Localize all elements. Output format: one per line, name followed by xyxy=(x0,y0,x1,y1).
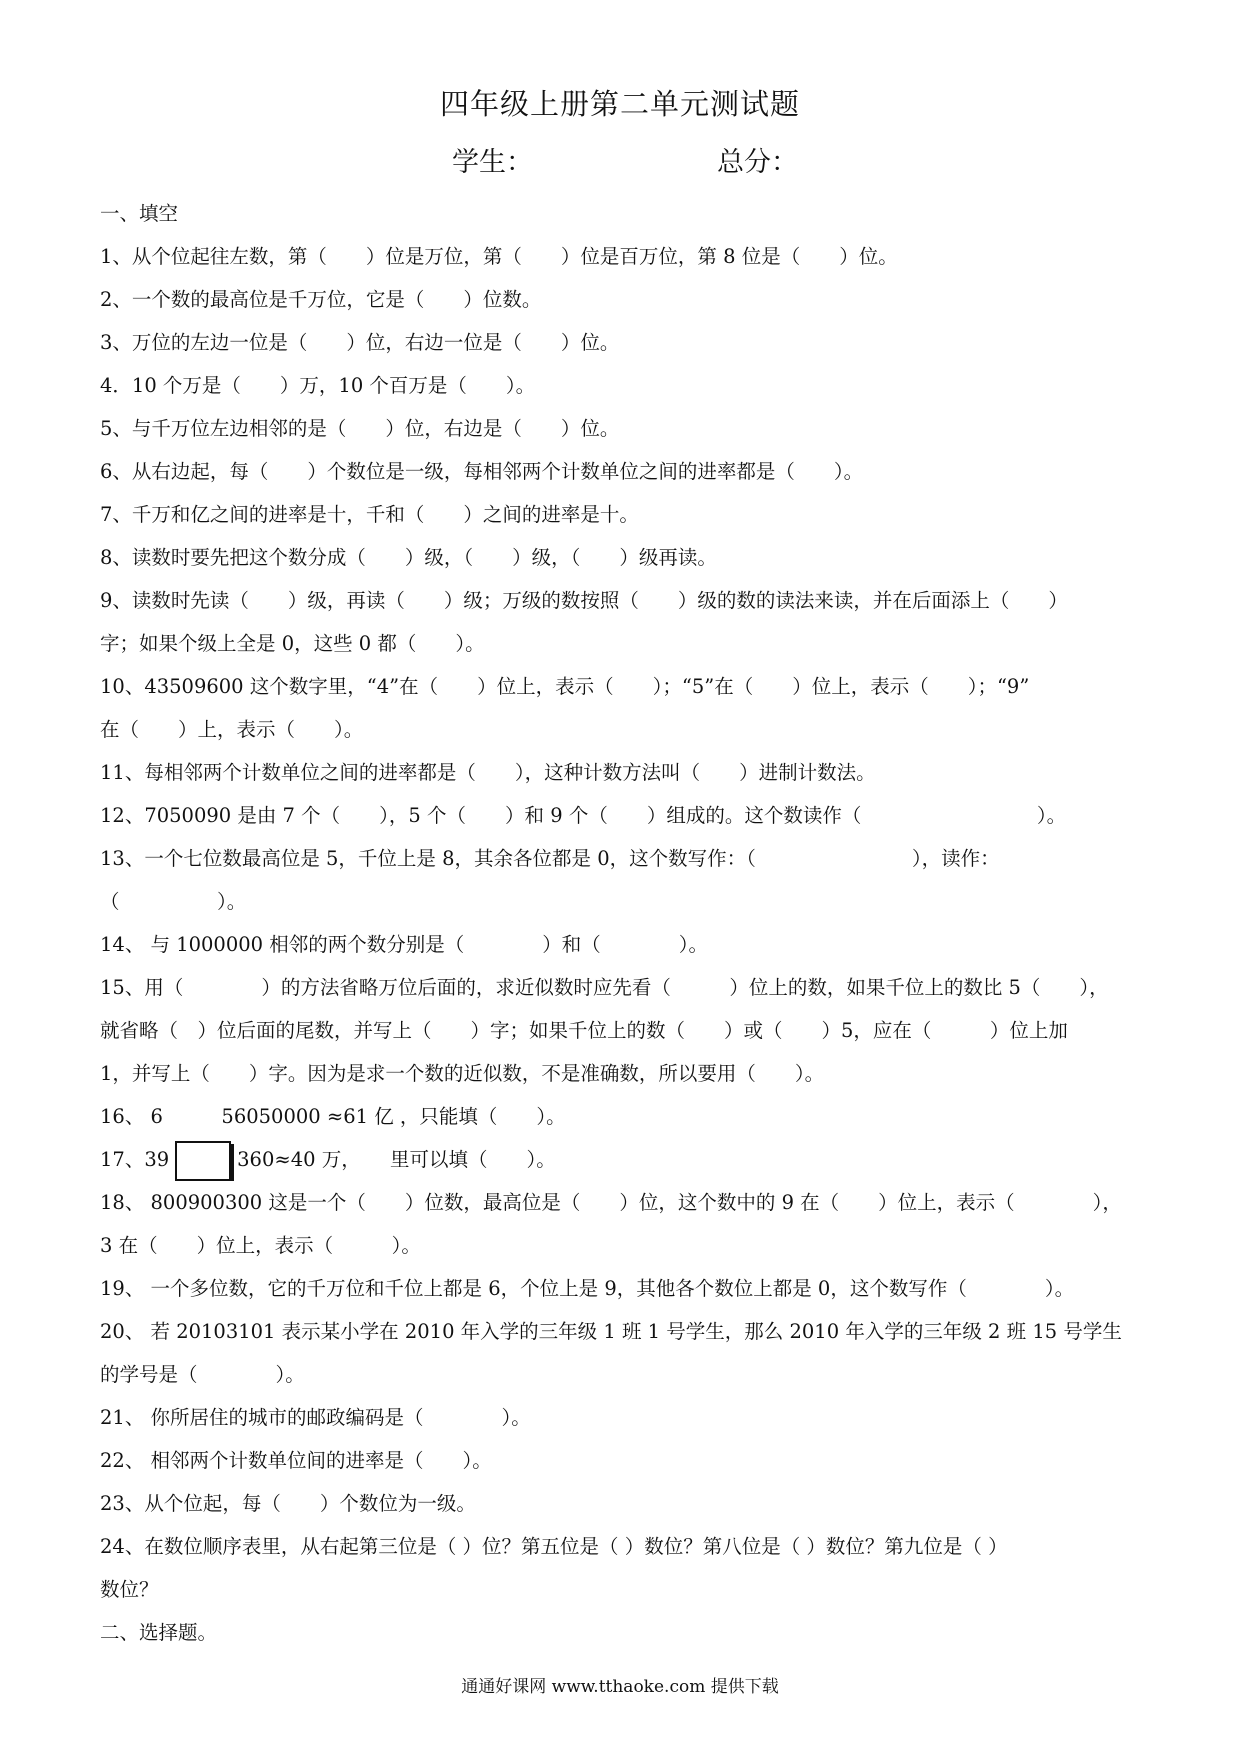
question-line: 19、 一个多位数，它的千万位和千位上都是 6，个位上是 9，其他各个数位上都是 0，这个数写作（ ）。 xyxy=(100,1277,1075,1300)
student-label: 学生： xyxy=(452,147,533,178)
question-line: 18、 800900300 这是一个（ ）位数，最高位是（ ）位，这个数中的 9 在（ ）位上，表示（ ）， xyxy=(100,1191,1122,1214)
question-line: 11、每相邻两个计数单位之间的进率都是（ ），这种计数方法叫（ ）进制计数法。 xyxy=(100,761,876,784)
question-line: 16、 6 56050000 ≈61 亿 ，只能填（ ）。 xyxy=(100,1105,566,1128)
question-line: 字；如果个级上全是 0，这些 0 都（ ）。 xyxy=(100,632,485,655)
question-line: 13、一个七位数最高位是 5，千位上是 8，其余各位都是 0，这个数写作：（ ），读作： xyxy=(100,847,1000,870)
score-label: 总分： xyxy=(717,147,798,178)
question-17-prefix: 17、39 xyxy=(100,1148,170,1171)
question-line: 15、用（ ）的方法省略万位后面的，求近似数时应先看（ ）位上的数，如果千位上的数比 5（ ）， xyxy=(100,976,1109,999)
question-line: 9、读数时先读（ ）级，再读（ ）级；万级的数按照（ ）级的数的读法来读，并在后面添上（ ） xyxy=(100,589,1068,612)
page-title: 四年级上册第二单元测试题 xyxy=(439,87,800,121)
footer-text: 通通好课网 www.tthaoke.com 提供下载 xyxy=(461,1677,779,1697)
section-heading: 一、填空 xyxy=(100,202,179,225)
question-line: 1、从个位起往左数，第（ ）位是万位，第（ ）位是百万位，第 8 位是（ ）位。 xyxy=(100,245,898,268)
question-line: 21、 你所居住的城市的邮政编码是（ ）。 xyxy=(100,1406,531,1429)
question-line: 10、43509600 这个数字里，“4”在（ ）位上，表示（ ）；“5”在（ ）位上，表示（ ）；“9” xyxy=(100,675,1030,698)
section-heading: 二、选择题。 xyxy=(100,1621,218,1644)
question-line: 3、万位的左边一位是（ ）位，右边一位是（ ）位。 xyxy=(100,331,620,354)
question-line: 14、 与 1000000 相邻的两个数分别是（ ）和（ ）。 xyxy=(100,933,709,956)
question-line: （ ）。 xyxy=(100,890,247,913)
question-line: 24、在数位顺序表里，从右起第三位是（ ）位？第五位是（ ）数位？第八位是（ ）数位？第九位是（ ） xyxy=(100,1535,1008,1558)
question-line: 3 在（ ）位上，表示（ ）。 xyxy=(100,1234,421,1257)
question-17-suffix: 360≈40 万， 里可以填（ ）。 xyxy=(237,1148,556,1171)
question-17 xyxy=(100,1138,1160,1181)
question-line: 12、7050090 是由 7 个（ ），5 个（ ）和 9 个（ ）组成的。这个数读作（ ）。 xyxy=(100,804,1067,827)
question-line: 数位？ xyxy=(100,1578,159,1601)
question-line: 5、与千万位左边相邻的是（ ）位，右边是（ ）位。 xyxy=(100,417,620,440)
question-line: 7、千万和亿之间的进率是十，千和（ ）之间的进率是十。 xyxy=(100,503,639,526)
question-line: 2、一个数的最高位是千万位，它是（ ）位数。 xyxy=(100,288,542,311)
question-line: 8、读数时要先把这个数分成（ ）级，（ ）级，（ ）级再读。 xyxy=(100,546,717,569)
question-line: 4．10 个万是（ ）万，10 个百万是（ ）。 xyxy=(100,374,536,397)
questions xyxy=(100,192,1160,1654)
student-info xyxy=(0,140,1240,176)
question-line: 20、 若 20103101 表示某小学在 2010 年入学的三年级 1 班 1 号学生，那么 2010 年入学的三年级 2 班 15 号学生 xyxy=(100,1320,1122,1343)
question-line: 的学号是（ ）。 xyxy=(100,1363,305,1386)
question-line: 6、从右边起，每（ ）个数位是一级，每相邻两个计数单位之间的进率都是（ ）。 xyxy=(100,460,864,483)
question-line: 22、 相邻两个计数单位间的进率是（ ）。 xyxy=(100,1449,492,1472)
answer-box[interactable] xyxy=(175,1141,231,1181)
question-line: 在（ ）上，表示（ ）。 xyxy=(100,718,364,741)
question-line: 23、从个位起，每（ ）个数位为一级。 xyxy=(100,1492,476,1515)
question-line: 就省略（ ）位后面的尾数，并写上（ ）字；如果千位上的数（ ）或（ ）5，应在（ ）位上加 xyxy=(100,1019,1068,1042)
question-line: 1，并写上（ ）字。因为是求一个数的近似数，不是准确数，所以要用（ ）。 xyxy=(100,1062,825,1085)
